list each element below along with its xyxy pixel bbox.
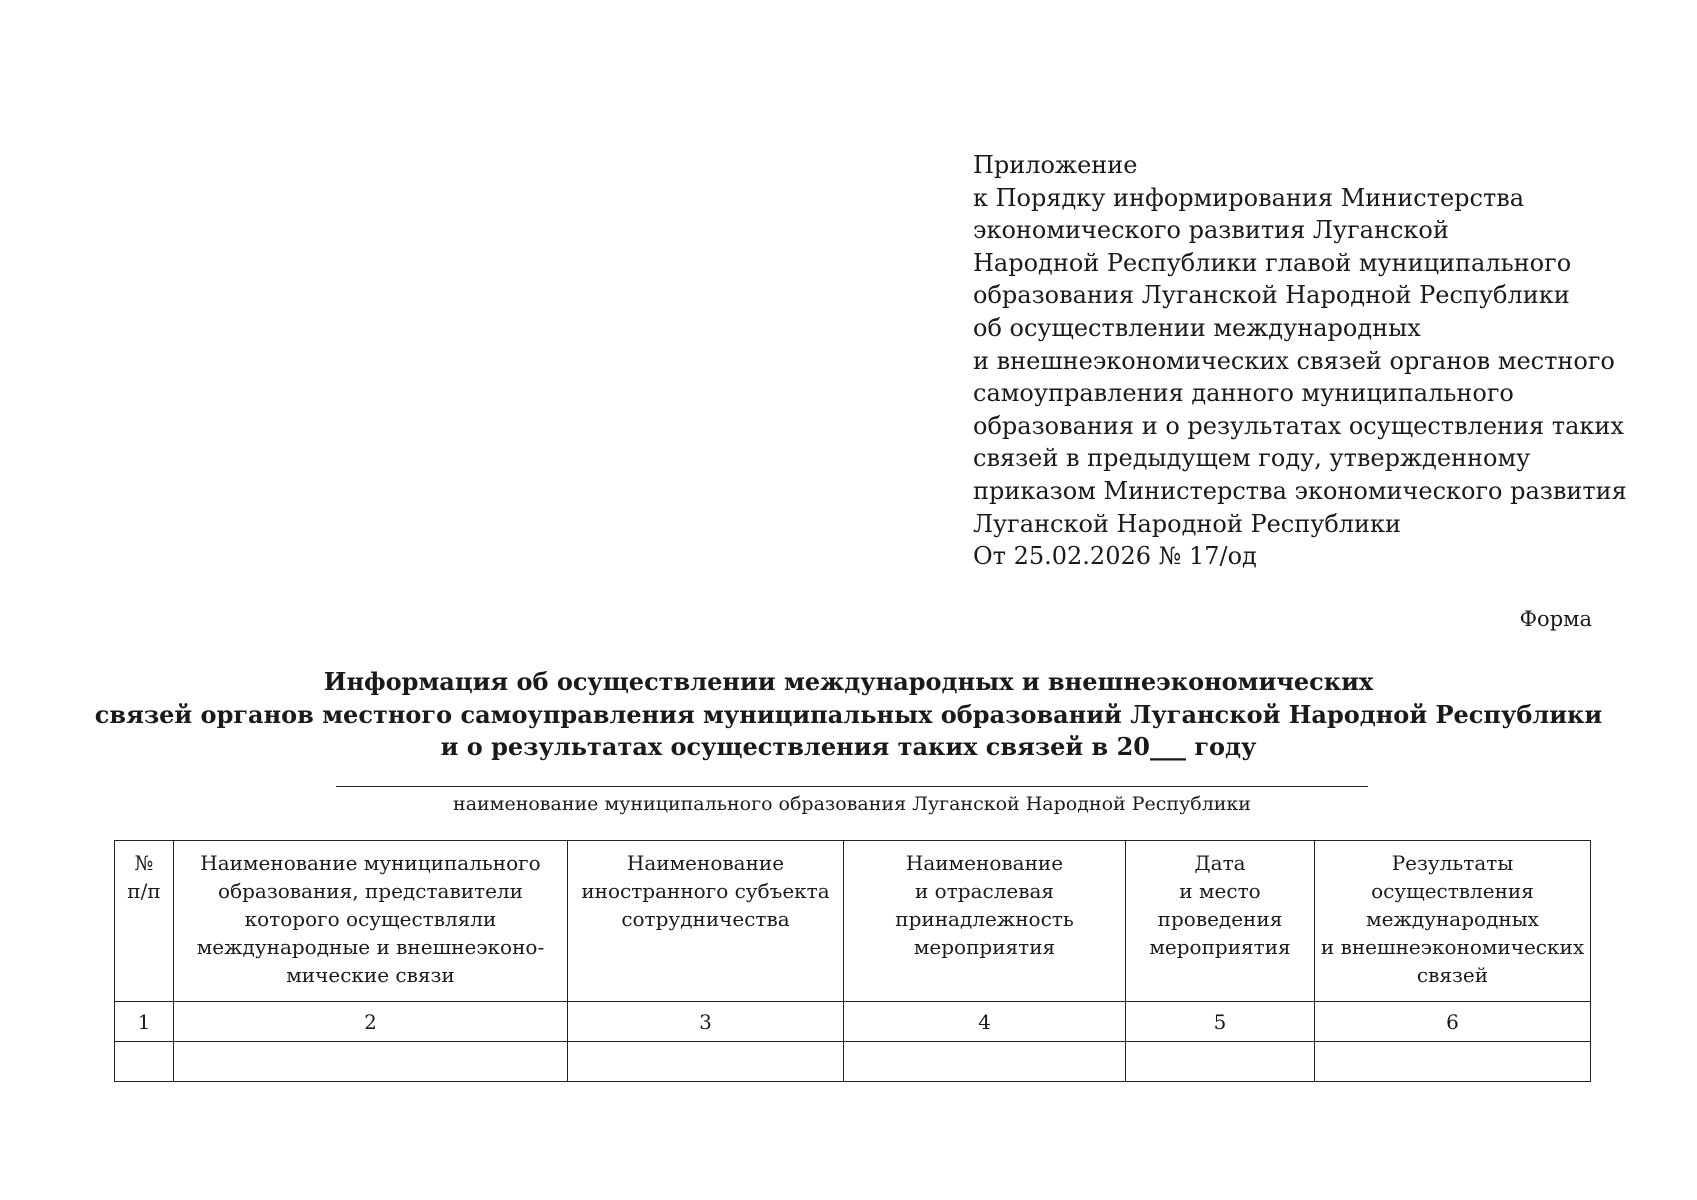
header-municipality: Наименование муниципального образования, представители которого осуществляли международные и внешнеэконо- мические связи (174, 841, 568, 1002)
appendix-line: Луганской Народной Республики (973, 509, 1402, 538)
header-foreign-partner: Наименование иностранного субъекта сотрудничества (568, 841, 844, 1002)
appendix-line: самоуправления данного муниципального (973, 379, 1514, 408)
appendix-line: приказом Министерства экономического развития (973, 476, 1627, 505)
header-date-place: Дата и место проведения мероприятия (1126, 841, 1315, 1002)
title-line: и о результатах осуществления таких связей в 20___ году (440, 732, 1257, 761)
column-number: 2 (174, 1002, 568, 1042)
header-event-name: Наименование и отраслевая принадлежность мероприятия (844, 841, 1126, 1002)
empty-cell[interactable] (844, 1042, 1126, 1082)
appendix-order-date: От 25.02.2026 № 17/од (973, 542, 1257, 571)
column-number: 4 (844, 1002, 1126, 1042)
title-line: Информация об осуществлении международных и внешнеэкономических (323, 667, 1374, 696)
appendix-line: экономического развития Луганской (973, 216, 1449, 245)
empty-cell[interactable] (115, 1042, 174, 1082)
title-line: связей органов местного самоуправления муниципальных образований Луганской Народной Республики (94, 699, 1603, 729)
appendix-line: и внешнеэкономических связей органов местного (973, 346, 1615, 375)
empty-cell[interactable] (1315, 1042, 1591, 1082)
empty-cell[interactable] (1126, 1042, 1315, 1082)
empty-cell[interactable] (568, 1042, 844, 1082)
appendix-line: связей в предыдущем году, утвержденному (973, 444, 1531, 473)
municipality-fill-line[interactable] (336, 786, 1368, 787)
appendix-line: образования и о результатах осуществления таких (973, 411, 1624, 440)
report-table (114, 840, 1591, 1082)
appendix-line: Народной Республики главой муниципального (973, 248, 1572, 277)
municipality-caption: наименование муниципального образования Луганской Народной Республики (453, 793, 1251, 815)
table-header-row (115, 841, 1591, 1002)
column-number: 5 (1126, 1002, 1315, 1042)
appendix-line: к Порядку информирования Министерства (973, 183, 1525, 212)
header-number: № п/п (115, 841, 174, 1002)
document-title (60, 666, 1637, 764)
appendix-line: об осуществлении международных (973, 313, 1421, 342)
table-row (115, 1042, 1591, 1082)
column-number: 3 (568, 1002, 844, 1042)
column-number: 1 (115, 1002, 174, 1042)
appendix-line: образования Луганской Народной Республики (973, 281, 1570, 310)
appendix-line: Приложение (973, 151, 1138, 179)
column-number: 6 (1315, 1002, 1591, 1042)
header-results: Результаты осуществления международных и внешнеэкономических связей (1315, 841, 1591, 1002)
form-label: Форма (1519, 607, 1592, 631)
column-number-row (115, 1002, 1591, 1042)
appendix-block (973, 149, 1653, 573)
empty-cell[interactable] (174, 1042, 568, 1082)
